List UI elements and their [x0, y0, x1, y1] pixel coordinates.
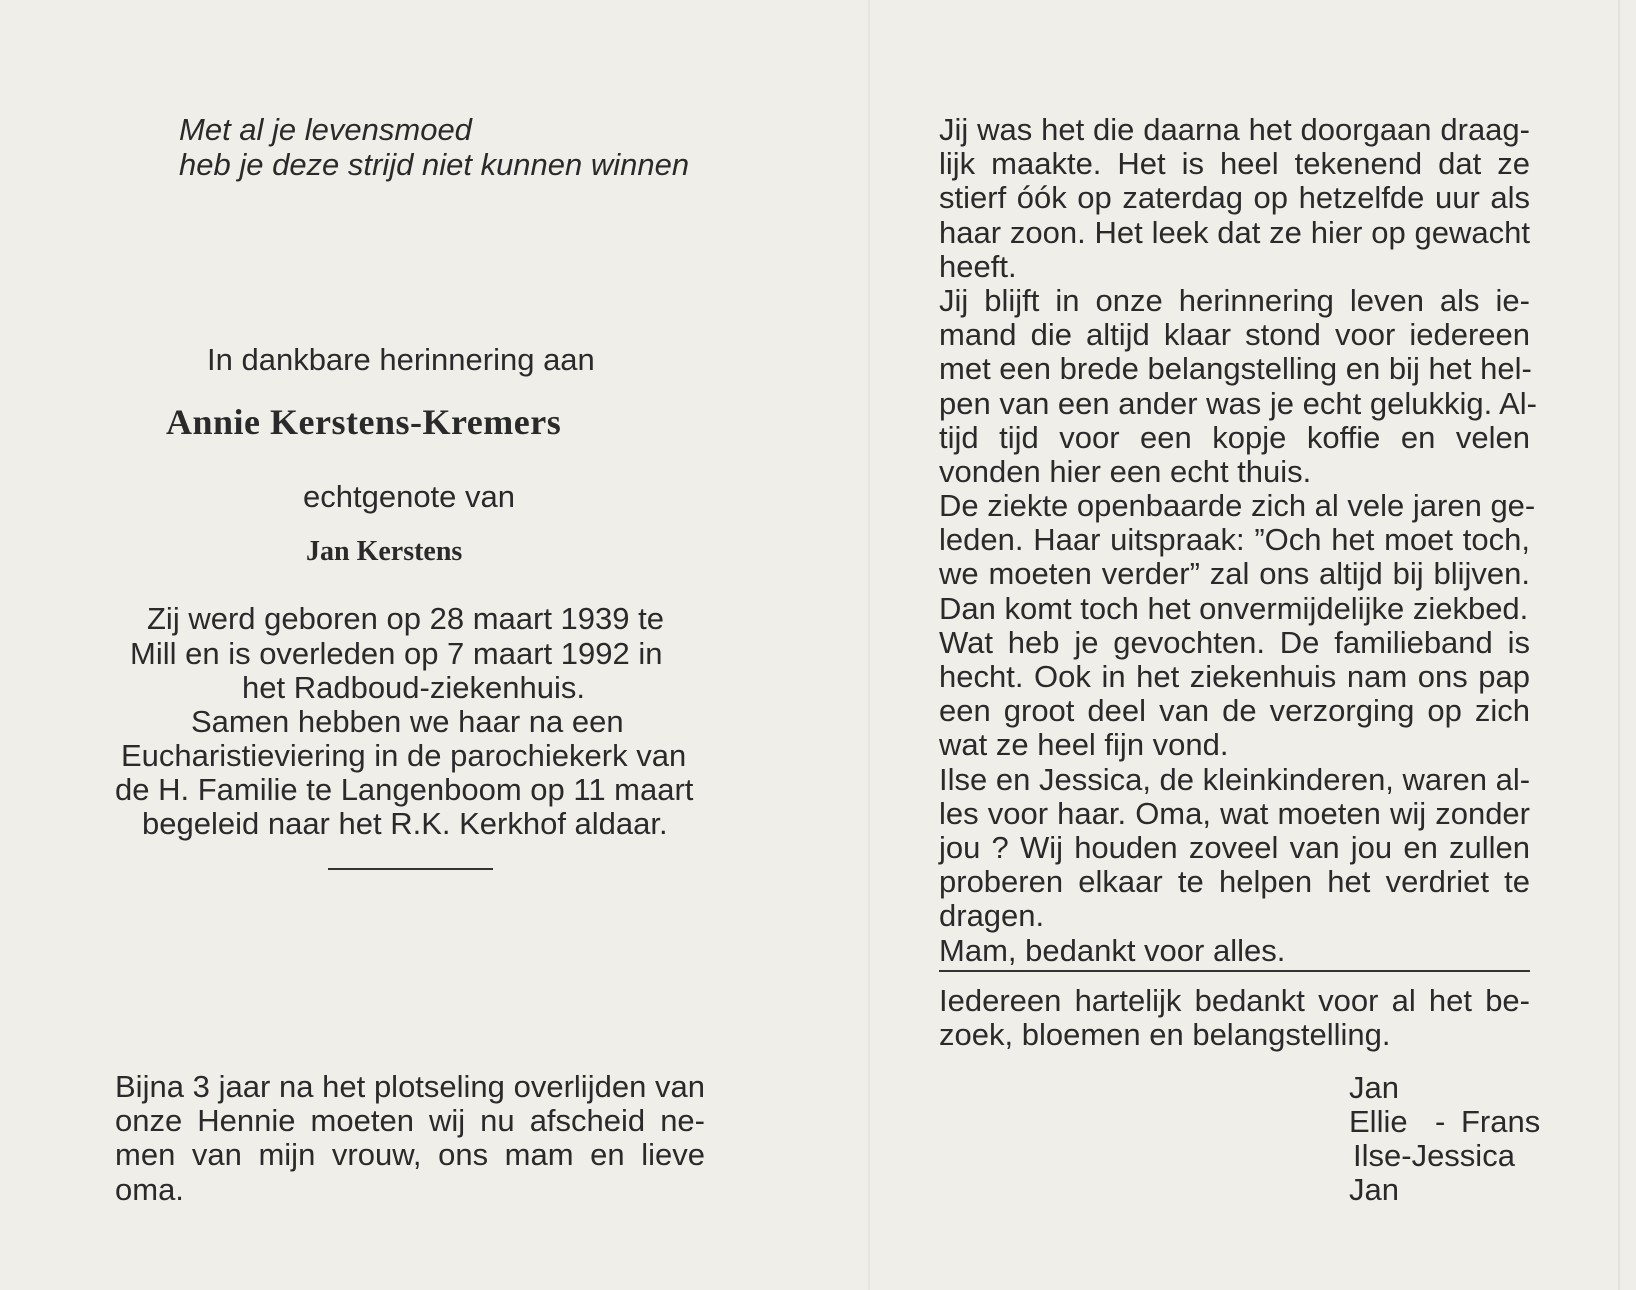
signature-name: Ellie: [1349, 1104, 1408, 1139]
paragraph-line: lijk maakte. Het is heel tekenend dat ze: [939, 146, 1530, 182]
paragraph-line: Jij blijft in onze herinnering leven als ie-: [939, 282, 1530, 318]
paragraph-line: stierf óók op zaterdag op hetzelfde uur als: [939, 180, 1530, 216]
paragraph-line: zoek, bloemen en belangstelling.: [939, 1017, 1391, 1053]
paragraph-line: een groot deel van de verzorging op zich: [939, 693, 1530, 729]
paragraph-line: haar zoon. Het leek dat ze hier op gewacht: [939, 214, 1530, 250]
paragraph-line: proberen elkaar te helpen het verdriet te: [939, 864, 1530, 900]
paragraph-line: onze Hennie moeten wij nu afscheid ne-: [115, 1103, 705, 1139]
bio-line: Mill en is overleden op 7 maart 1992 in: [130, 636, 663, 671]
paragraph-line: Wat heb je gevochten. De familieband is: [939, 624, 1530, 660]
spouse-name: Jan Kerstens: [306, 536, 463, 567]
paragraph-line: dragen.: [939, 898, 1045, 934]
closing-line: Mam, bedankt voor alles.: [939, 932, 1286, 968]
left-bottom-paragraph: [115, 1070, 705, 1207]
paragraph-line: Dan komt toch het onvermijdelijke ziekbed.: [939, 590, 1529, 626]
bio-line: het Radboud-ziekenhuis.: [242, 670, 585, 705]
thanks-paragraph: [939, 984, 1530, 1052]
bio-line: begeleid naar het R.K. Kerkhof aldaar.: [142, 806, 668, 841]
paragraph-line: jou ? Wij houden zoveel van jou en zullen: [939, 829, 1530, 865]
signature-line: Ilse-Jessica: [1353, 1138, 1515, 1173]
signature-line: Jan: [1349, 1172, 1399, 1207]
bio-line: Eucharistieviering in de parochiekerk van: [121, 738, 687, 773]
paragraph-line: men van mijn vrouw, ons mam en lieve: [115, 1137, 705, 1173]
paragraph-line: De ziekte openbaarde zich al vele jaren ge-: [939, 488, 1536, 524]
paragraph-line: we moeten verder” zal ons altijd bij blijven.: [939, 556, 1530, 592]
paragraph-line: tijd tijd voor een kopje koffie en velen: [939, 419, 1530, 455]
motto-line-1: Met al je levensmoed: [179, 112, 472, 147]
closing-rule: [939, 970, 1530, 972]
paragraph-line: Ilse en Jessica, de kleinkinderen, waren al-: [939, 761, 1531, 797]
card-fold: [868, 0, 870, 1290]
paragraph-line: Jij was het die daarna het doorgaan draag-: [939, 112, 1530, 147]
separator-rule: [328, 868, 493, 870]
paragraph-line: wat ze heel fijn vond.: [939, 727, 1229, 763]
intro-text: In dankbare herinnering aan: [207, 342, 595, 377]
paragraph-line: Bijna 3 jaar na het plotseling overlijden van: [115, 1069, 705, 1104]
right-paragraph: [939, 112, 1537, 968]
paragraph-line: heeft.: [939, 248, 1017, 284]
bio-line: de H. Familie te Langenboom op 11 maart: [115, 772, 694, 807]
signature-separator: -: [1435, 1104, 1446, 1139]
motto-line-2: heb je deze strijd niet kunnen winnen: [179, 147, 690, 182]
card-edge: [1618, 0, 1620, 1290]
signature-name: Frans: [1461, 1104, 1541, 1139]
paragraph-line: pen van een ander was je echt gelukkig. Al-: [939, 385, 1537, 421]
paragraph-line: mand die altijd klaar stond voor iedereen: [939, 317, 1530, 353]
paragraph-line: les voor haar. Oma, wat moeten wij zonder: [939, 795, 1530, 831]
signature-line: Jan: [1349, 1070, 1399, 1105]
bio-line: Samen hebben we haar na een: [191, 704, 624, 739]
paragraph-line: leden. Haar uitspraak: ”Och het moet toch,: [939, 522, 1530, 558]
paragraph-line: Iedereen hartelijk bedankt voor al het be-: [939, 983, 1530, 1018]
paragraph-line: vonden hier een echt thuis.: [939, 453, 1312, 489]
deceased-name: Annie Kerstens-Kremers: [166, 402, 562, 442]
paragraph-line: hecht. Ook in het ziekenhuis nam ons pap: [939, 659, 1530, 694]
bio-line: Zij werd geboren op 28 maart 1939 te: [147, 601, 664, 636]
paragraph-line: met een brede belangstelling en bij het hel-: [939, 351, 1532, 387]
paragraph-line: oma.: [115, 1171, 184, 1207]
relation-text: echtgenote van: [303, 479, 516, 514]
